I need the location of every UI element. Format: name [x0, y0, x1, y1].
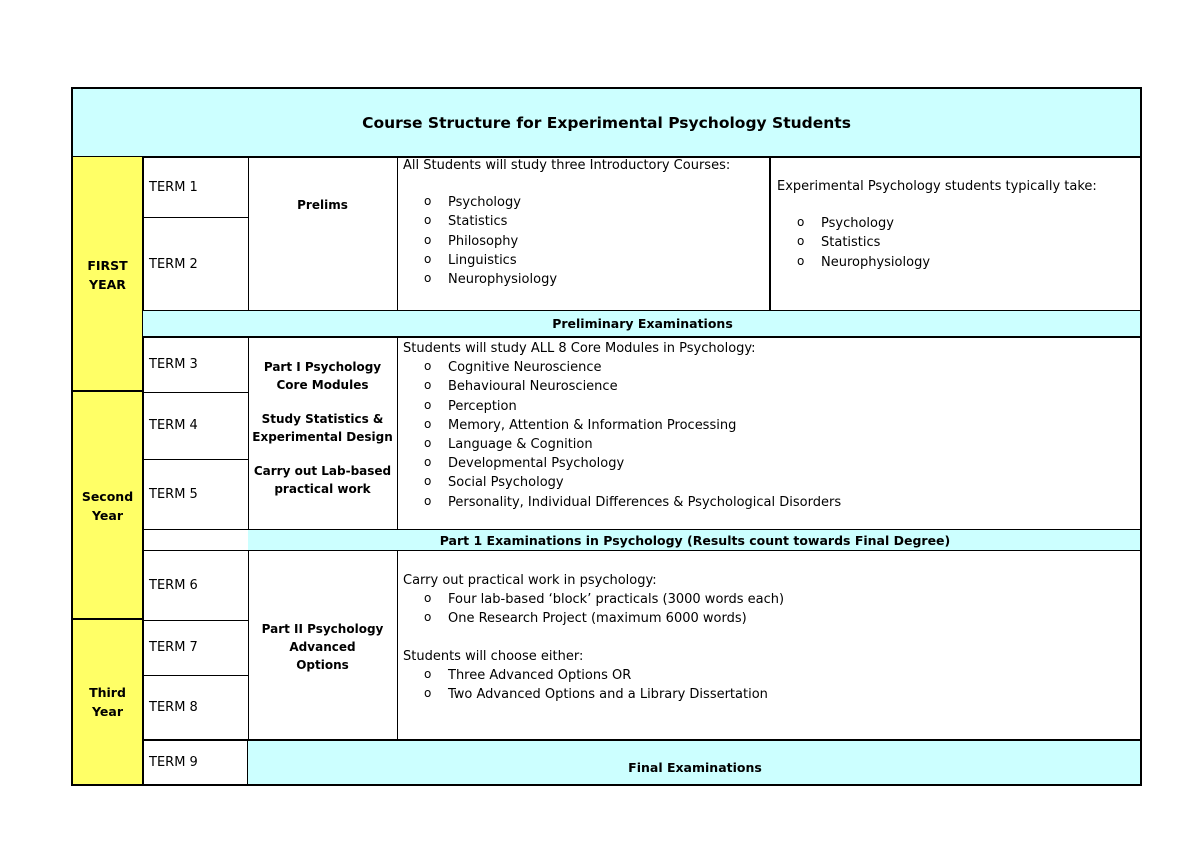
part2-module [248, 550, 398, 740]
preliminary-exams-band: Preliminary Examinations [143, 310, 1142, 338]
prelims-intro: All Students will study three Introductory Courses: [403, 158, 731, 173]
term-8: TERM 8 [143, 675, 249, 740]
list-item: o Statistics [398, 212, 770, 231]
experimental-course-list [771, 214, 1142, 272]
list-item: o One Research Project (maximum 6000 words) [398, 609, 1142, 628]
prelims-module [248, 157, 398, 311]
list-item: o Three Advanced Options OR [398, 666, 1142, 685]
part1-lab-line1: Carry out Lab-based [253, 464, 392, 478]
part2-title-line2: Advanced [289, 640, 356, 654]
core-modules-intro: Students will study ALL 8 Core Modules in Psychology: [403, 341, 756, 356]
term-3: TERM 3 [143, 337, 249, 393]
list-item: o Behavioural Neuroscience [398, 377, 1142, 396]
part1-module [248, 337, 398, 530]
term-1: TERM 1 [143, 157, 249, 218]
year-second [71, 390, 144, 620]
list-item: o Neurophysiology [771, 253, 1142, 272]
year-third [71, 618, 144, 786]
practical-intro: Carry out practical work in psychology: [403, 573, 657, 588]
part1-lab [248, 462, 397, 498]
list-item: o Two Advanced Options and a Library Dissertation [398, 685, 1142, 704]
part1-lab-line2: practical work [274, 482, 371, 496]
choose-intro: Students will choose either: [403, 648, 584, 664]
year-first-line2: YEAR [89, 276, 126, 292]
term-blank [143, 529, 249, 551]
list-item: o Psychology [771, 214, 1142, 233]
part1-stats-line1: Study Statistics & [261, 412, 384, 426]
list-item: o Linguistics [398, 251, 770, 270]
term-4: TERM 4 [143, 392, 249, 460]
list-item: o Social Psychology [398, 473, 1142, 492]
prelims-courses [398, 156, 770, 310]
practical-list [398, 590, 1142, 628]
prelims-course-list [398, 193, 770, 289]
term-6: TERM 6 [143, 550, 249, 621]
part1-stats [248, 410, 397, 446]
year-first-line1: FIRST [87, 257, 128, 273]
term-5: TERM 5 [143, 459, 249, 529]
list-item: o Personality, Individual Differences & Psychological Disorders [398, 493, 1142, 512]
prelims-label: Prelims [297, 198, 348, 212]
list-item: o Neurophysiology [398, 270, 770, 289]
core-modules [398, 338, 1142, 529]
part1-title-line1: Part I Psychology [263, 360, 382, 374]
year-second-line2: Year [92, 508, 123, 523]
final-exams-band: Final Examinations [248, 739, 1142, 786]
list-item: o Language & Cognition [398, 435, 1142, 454]
experimental-courses [769, 157, 1142, 311]
list-item: o Cognitive Neuroscience [398, 358, 1142, 377]
list-item: o Four lab-based ‘block’ practicals (3000 words each) [398, 590, 1142, 609]
part2-title-line3: Options [296, 658, 349, 672]
part1-title [248, 358, 397, 394]
list-item: o Statistics [771, 233, 1142, 252]
part1-exams-band: Part 1 Examinations in Psychology (Results count towards Final Degree) [248, 529, 1142, 551]
term-9: TERM 9 [143, 739, 249, 786]
year-second-line1: Second [81, 489, 134, 504]
year-third-line1: Third [89, 685, 126, 700]
part1-title-line2: Core Modules [276, 378, 369, 392]
list-item: o Psychology [398, 193, 770, 212]
year-third-line2: Year [92, 704, 123, 719]
list-item: o Developmental Psychology [398, 454, 1142, 473]
experimental-intro: Experimental Psychology students typically take: [777, 179, 1097, 194]
table-title: Course Structure for Experimental Psychology Students [71, 87, 1142, 158]
list-item: o Perception [398, 397, 1142, 416]
choice-list [398, 666, 1142, 704]
advanced-options [398, 550, 1142, 740]
list-item: o Philosophy [398, 232, 770, 251]
core-module-list [398, 358, 1142, 512]
term-7: TERM 7 [143, 620, 249, 676]
list-item: o Memory, Attention & Information Processing [398, 416, 1142, 435]
part1-stats-line2: Experimental Design [252, 430, 393, 444]
term-2: TERM 2 [143, 217, 249, 311]
part2-title-line1: Part II Psychology [261, 622, 384, 636]
year-first [71, 157, 144, 392]
